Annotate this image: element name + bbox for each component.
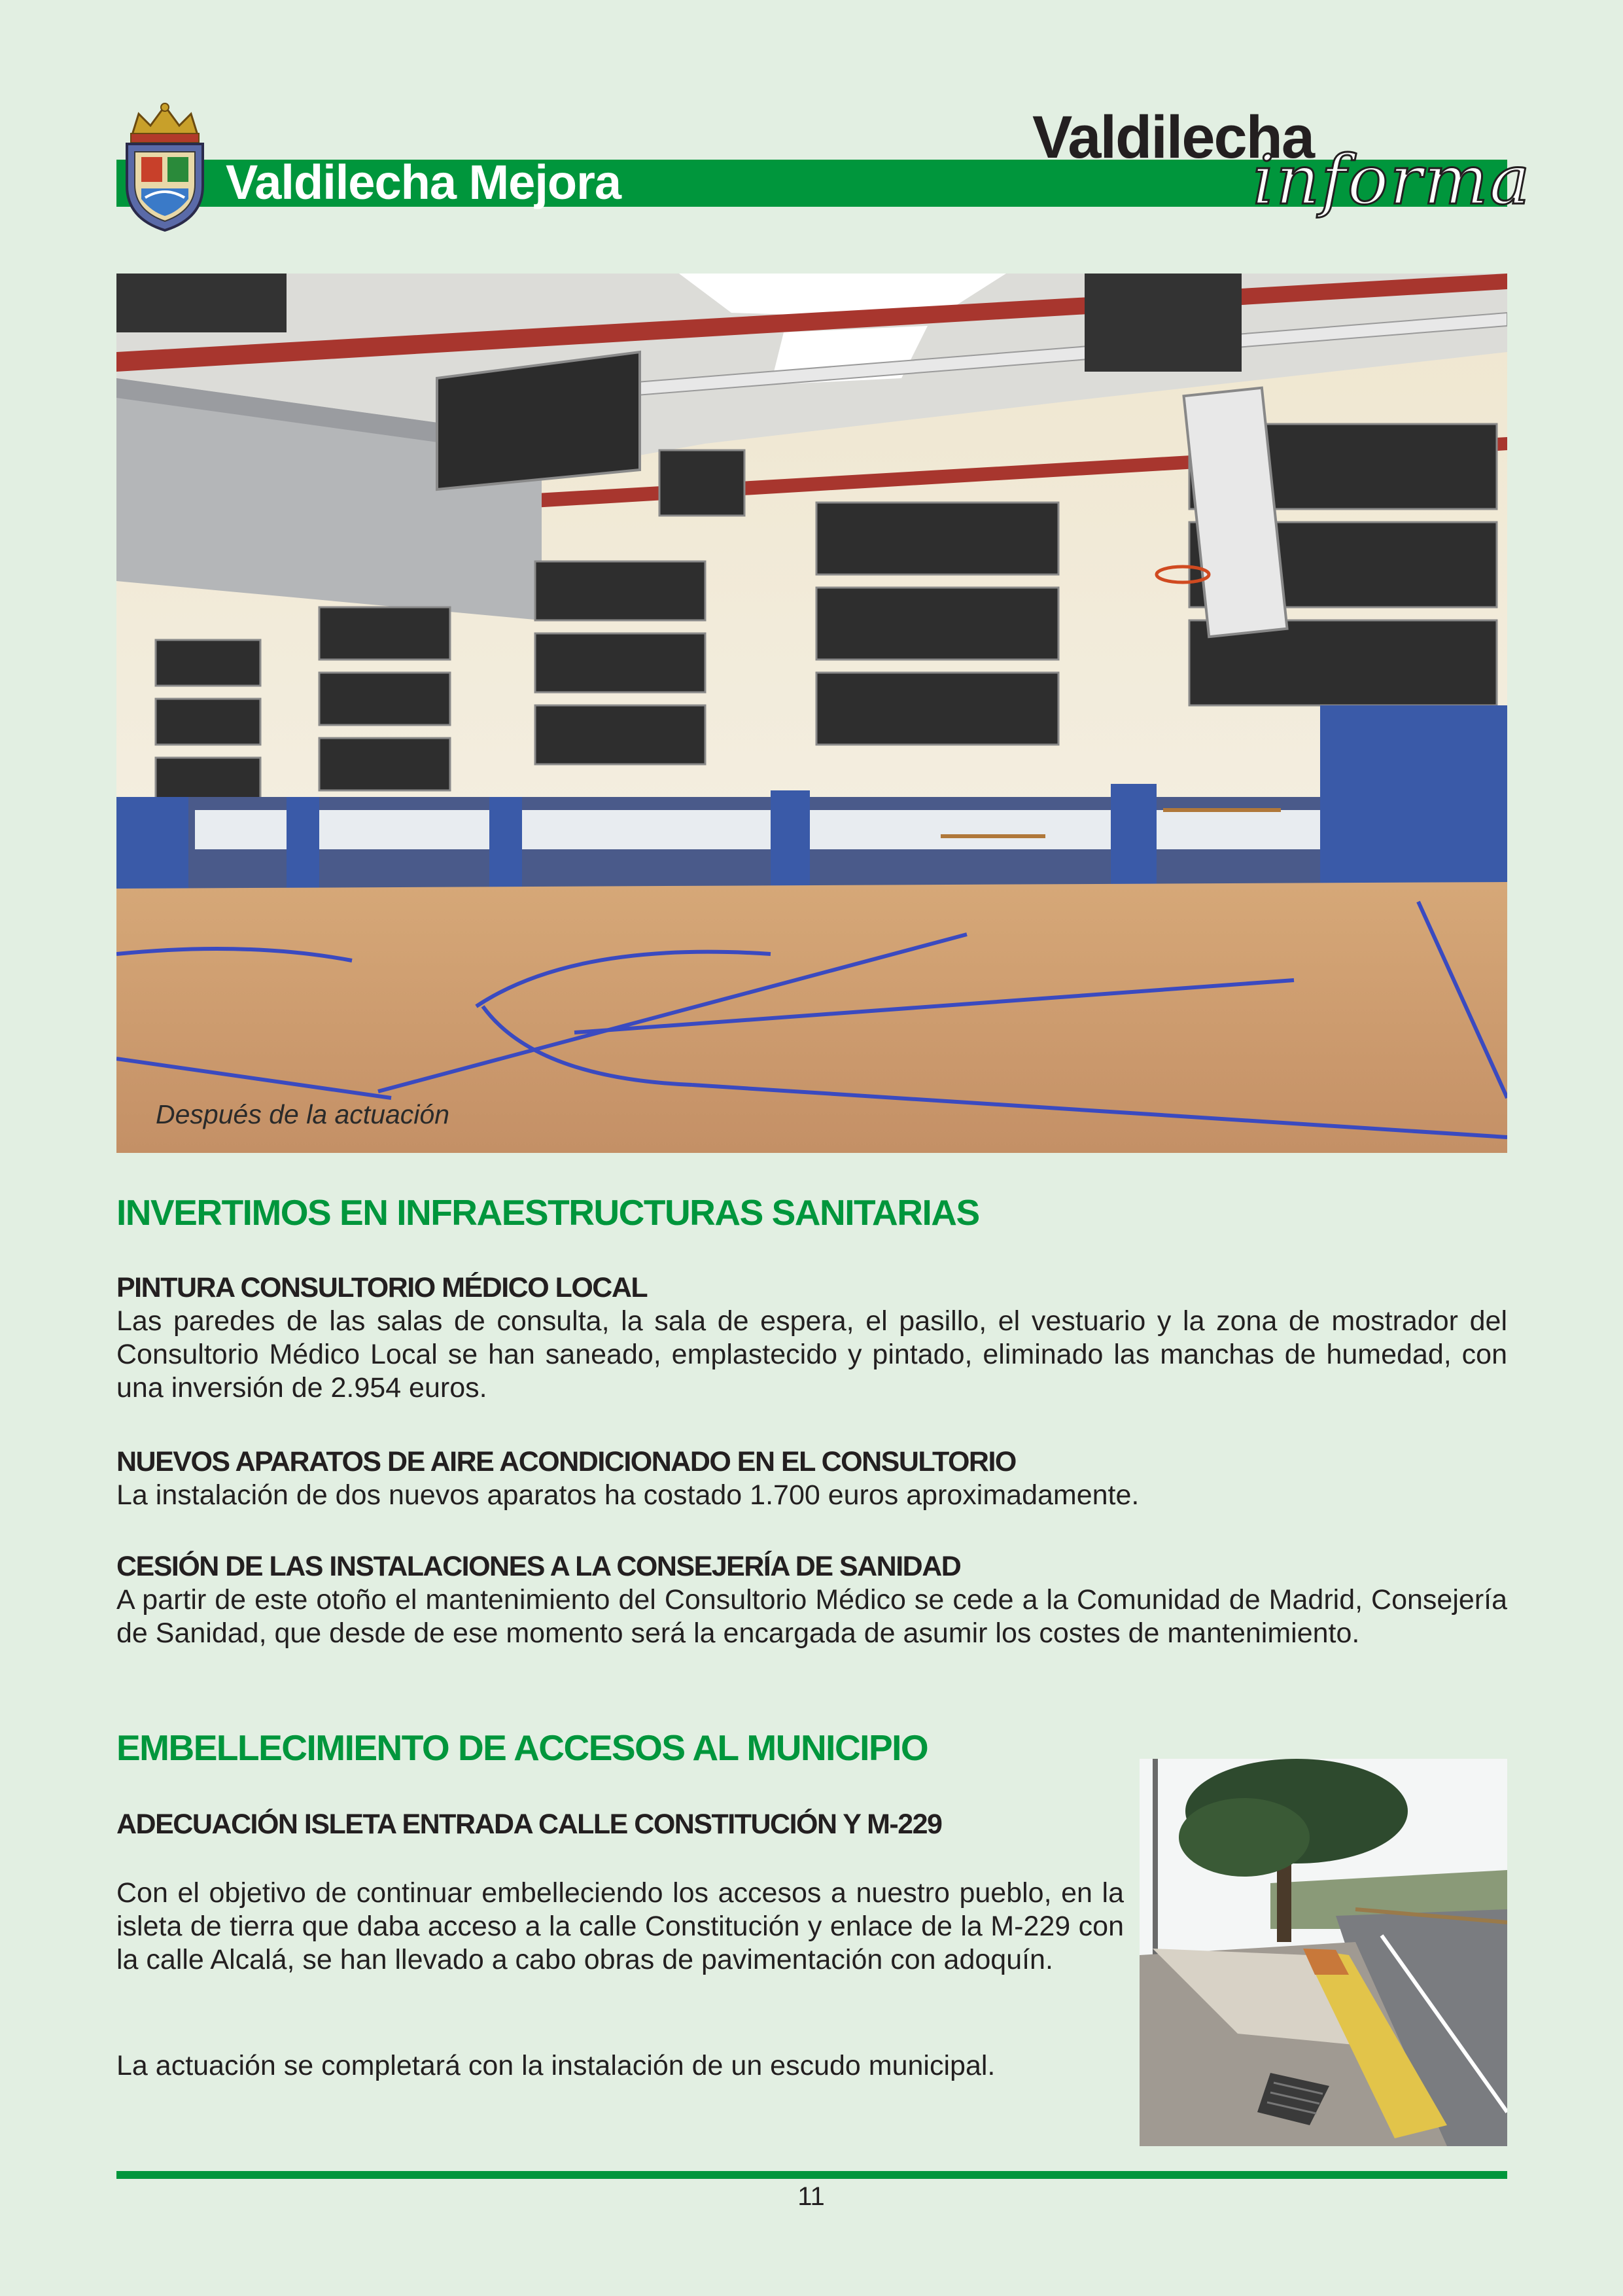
footer-divider [116, 2171, 1507, 2179]
air-conditioning-heading: NUEVOS APARATOS DE AIRE ACONDICIONADO EN EL CONSULTORIO [116, 1446, 1016, 1477]
painting-heading: PINTURA CONSULTORIO MÉDICO LOCAL [116, 1272, 648, 1303]
islet-body-completion: La actuación se completará con la instalación de un escudo municipal. [116, 2050, 996, 2081]
painting-body: Las paredes de las salas de consulta, la sala de espera, el pasillo, el vestuario y la zona de mostrador del Consultorio Médico Local se han saneado, emplastecido y pintado, eliminado las manchas de humedad, con una inversión de 2.954 euros. [116, 1305, 1507, 1404]
section-title: Valdilecha Mejora [226, 155, 621, 209]
page-number: 11 [797, 2182, 825, 2211]
air-conditioning-body: La instalación de dos nuevos aparatos ha costado 1.700 euros aproximadamente. [116, 1479, 1140, 1511]
transfer-body: A partir de este otoño el mantenimiento del Consultorio Médico se cede a la Comunidad de Madrid, Consejería de Sanidad, que desde de ese momento será la encargada de asumir los costes de mantenimiento. [116, 1584, 1507, 1649]
access-section-title: EMBELLECIMIENTO DE ACCESOS AL MUNICIPIO [116, 1727, 928, 1768]
islet-heading: ADECUACIÓN ISLETA ENTRADA CALLE CONSTITUCIÓN Y M-229 [116, 1809, 942, 1840]
health-section-title: INVERTIMOS EN INFRAESTRUCTURAS SANITARIAS [116, 1192, 979, 1233]
publication-brand: Valdilecha [1032, 104, 1314, 171]
municipal-coat-of-arms-icon [113, 101, 217, 238]
sports-hall-photo [116, 274, 1507, 1153]
islet-body: Con el objetivo de continuar embelleciendo los accesos a nuestro pueblo, en la isleta de tierra que daba acceso a la calle Constitución y enlace de la M-229 con la calle Alcalá, se han llevado a cabo obras de pavimentación con adoquín. [116, 1877, 1124, 1975]
road-islet-photo [1140, 1759, 1507, 2146]
photo-caption: Después de la actuación [156, 1099, 450, 1129]
transfer-heading: CESIÓN DE LAS INSTALACIONES A LA CONSEJERÍA DE SANIDAD [116, 1551, 961, 1582]
publication-brand-script: informa [1253, 140, 1531, 220]
